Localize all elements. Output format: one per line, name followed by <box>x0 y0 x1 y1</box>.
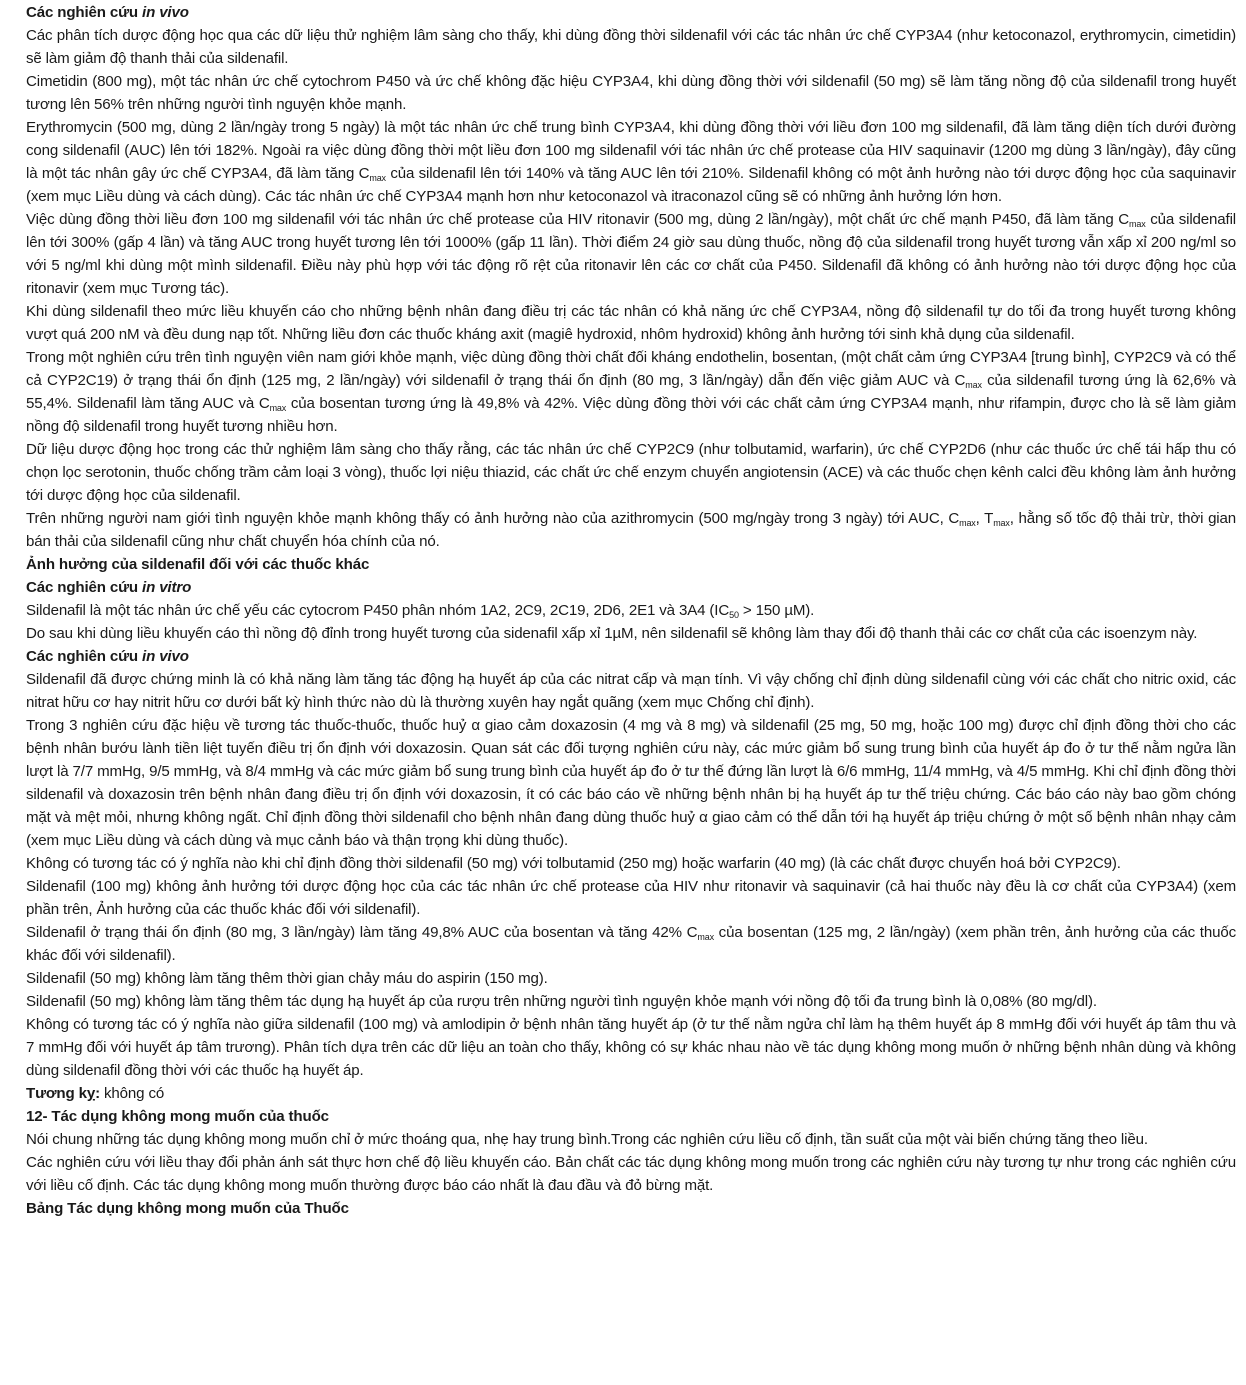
section-heading-in-vivo-1: Các nghiên cứu in vivo <box>26 4 189 21</box>
table-heading-adverse-effects: Bảng Tác dụng không mong muốn của Thuốc <box>26 1200 349 1217</box>
paragraph-bosentan-auc: Sildenafil ở trạng thái ổn định (80 mg, 3 lần/ngày) làm tăng 49,8% AUC của bosentan và tăng 42% $C_{max}$ của bosentan (125 mg, 2 lần/ngày) (xem phần trên, ảnh hưởng của các thuốc khác đối với sildenafil). <box>26 924 1236 964</box>
paragraph-azithromycin: Trên những người nam giới tình nguyện khỏe mạnh không thấy có ảnh hưởng nào của azithromycin (500 mg/ngày trong 3 ngày) tới AUC, $C_{max}$, $T_{max}$, hằng số tốc độ thải trừ, thời gian bán thải của sildenafil cũng như chất chuyển hóa chính của nó. <box>26 510 1237 550</box>
paragraph-alcohol: Sildenafil (50 mg) không làm tăng thêm tác dụng hạ huyết áp của rượu trên những người tình nguyện khỏe mạnh với nồng độ tối đa trung bình là 0,08% (80 mg/dl). <box>26 993 1097 1010</box>
section-heading-effects-on-other-drugs: Ảnh hưởng của sildenafil đối với các thuốc khác <box>26 556 370 573</box>
paragraph-aspirin: Sildenafil (50 mg) không làm tăng thêm thời gian chảy máu do aspirin (150 mg). <box>26 970 548 987</box>
paragraph-recommended-dose: Khi dùng sildenafil theo mức liều khuyến cáo cho những bệnh nhân đang điều trị các tác nhân có khả năng ức chế CYP3A4, nồng độ sildenafil tự do tối đa trong huyết tương không vượt quá 200 nM và đều dung nạp tốt. Những liều đơn các thuốc kháng axit (magiê hydroxid, nhôm hydroxid) không ảnh hưởng tới sinh khả dụng của sildenafil. <box>26 303 1236 343</box>
paragraph-cimetidin: Cimetidin (800 mg), một tác nhân ức chế cytochrom P450 và ức chế không đặc hiệu CYP3A4, khi dùng đồng thời với sildenafil (50 mg) sẽ làm tăng nồng độ của sildenafil trong huyết tương lên 56% trên những người tình nguyện khỏe mạnh. <box>26 73 1236 113</box>
paragraph-cyp2c9-inhibitors: Dữ liệu dược động học trong các thử nghiệm lâm sàng cho thấy rằng, các tác nhân ức chế CYP2C9 (như tolbutamid, warfarin), ức chế CYP2D6 (như các thuốc ức chế tái hấp thu có chọn lọc serotonin, thuốc chống trầm cảm loại 3 vòng), thuốc lợi niệu thiazid, các chất ức chế enzym chuyển angiotensin (ACE) và các thuốc chẹn kênh calci đều không làm ảnh hưởng tới dược động học của sildenafil. <box>26 441 1236 504</box>
paragraph-tolbutamid-warfarin: Không có tương tác có ý nghĩa nào khi chỉ định đồng thời sildenafil (50 mg) với tolbutamid (250 mg) hoặc warfarin (40 mg) (là các chất được chuyển hoá bởi CYP2C9). <box>26 855 1121 872</box>
incompatibility-label: Tương kỵ: <box>26 1085 100 1102</box>
paragraph-protease-inhibitors: Sildenafil (100 mg) không ảnh hưởng tới dược động học của các tác nhân ức chế protease của HIV như ritonavir và saquinavir (cả hai thuốc này đều là cơ chất của CYP3A4) (xem phần trên, Ảnh hưởng của các thuốc khác đối với sildenafil). <box>26 878 1236 918</box>
incompatibility-line: Tương kỵ: không có <box>26 1085 165 1102</box>
paragraph-erythromycin: Erythromycin (500 mg, dùng 2 lần/ngày trong 5 ngày) là một tác nhân ức chế trung bình CYP3A4, khi dùng đồng thời với liều đơn 100 mg sildenafil, đã làm tăng diện tích dưới đường cong sildenafil (AUC) lên tới 182%. Ngoài ra việc dùng đồng thời một liều đơn 100 mg sildenafil với tác nhân ức chế protease của HIV saquinavir (1200 mg dùng 3 lần/ngày), đây cũng là một tác nhân gây ức chế CYP3A4, đã làm tăng $C_{max}$ của sildenafil lên tới 140% và tăng AUC lên tới 210%. Sildenafil không có một ảnh hưởng nào tới dược động học của saquinavir (xem mục Liều dùng và cách dùng). Các tác nhân ức chế CYP3A4 mạnh hơn như ketoconazol và itraconazol cũng sẽ có những ảnh hưởng lớn hơn. <box>26 119 1236 205</box>
paragraph-ritonavir: Việc dùng đồng thời liều đơn 100 mg sildenafil với tác nhân ức chế protease của HIV ritonavir (500 mg, dùng 2 lần/ngày), một chất ức chế mạnh P450, đã làm tăng $C_{max}$ của sildenafil lên tới 300% (gấp 4 lần) và tăng AUC trong huyết tương lên tới 1000% (gấp 11 lần). Thời điểm 24 giờ sau dùng thuốc, nồng độ của sildenafil trong huyết tương vẫn xấp xỉ 200 ng/ml so với 5 ng/ml khi dùng một mình sildenafil. Điều này phù hợp với tác động rõ rệt của ritonavir lên các cơ chất của P450. Sildenafil đã không có ảnh hưởng nào tới dược động học của ritonavir (xem mục Tương tác). <box>26 211 1236 297</box>
paragraph-adverse-general: Nói chung những tác dụng không mong muốn chỉ ở mức thoáng qua, nhẹ hay trung bình.Trong các nghiên cứu liều cố định, tần suất của một vài biến chứng tăng theo liều. <box>26 1131 1148 1148</box>
paragraph-cytochrome-p450: Sildenafil là một tác nhân ức chế yếu các cytocrom P450 phân nhóm 1A2, 2C9, 2C19, 2D6, 2E1 và 3A4 ($IC_{50} > 150$ µM). <box>26 602 815 620</box>
paragraph-cyp3a4-inhibitors: Các phân tích dược động học qua các dữ liệu thử nghiệm lâm sàng cho thấy, khi dùng đồng thời sildenafil với các tác nhân ức chế CYP3A4 (như ketoconazol, erythromycin, cimetidin) sẽ làm giảm độ thanh thải của sildenafil. <box>26 27 1236 67</box>
section-heading-in-vitro: Các nghiên cứu in vitro <box>26 579 192 596</box>
paragraph-nitrates: Sildenafil đã được chứng minh là có khả năng làm tăng tác động hạ huyết áp của các nitrat cấp và mạn tính. Vì vậy chống chỉ định dùng sildenafil cùng với các chất cho nitric oxid, các nitrat hữu cơ hay nitrit hữu cơ dưới bất kỳ hình thức nào dù là thường xuyên hay ngắt quãng (xem mục Chống chỉ định). <box>26 671 1236 711</box>
paragraph-peak-concentration: Do sau khi dùng liều khuyến cáo thì nồng độ đỉnh trong huyết tương của sidenafil xấp xỉ 1µM, nên sildenafil sẽ không làm thay đổi độ thanh thải các cơ chất của các isoenzym này. <box>26 625 1198 642</box>
section-heading-adverse-effects: 12- Tác dụng không mong muốn của thuốc <box>26 1108 329 1125</box>
paragraph-amlodipin: Không có tương tác có ý nghĩa nào giữa sildenafil (100 mg) và amlodipin ở bệnh nhân tăng huyết áp (ở tư thế nằm ngửa chỉ làm hạ thêm huyết áp 8 mmHg đối với huyết áp tâm thu và 7 mmHg đối với huyết áp tâm trương). Phân tích dựa trên các dữ liệu an toàn cho thấy, không có sự khác nhau nào về tác dụng không mong muốn ở những bệnh nhân dùng và không dùng sildenafil đồng thời với các thuốc hạ huyết áp. <box>26 1016 1236 1079</box>
section-heading-in-vivo-2: Các nghiên cứu in vivo <box>26 648 189 665</box>
paragraph-doxazosin: Trong 3 nghiên cứu đặc hiệu về tương tác thuốc-thuốc, thuốc huỷ α giao cảm doxazosin (4 mg và 8 mg) và sildenafil (25 mg, 50 mg, hoặc 100 mg) được chỉ định đồng thời cho các bệnh nhân bướu lành tiền liệt tuyến điều trị ổn định với doxazosin. Quan sát các đối tượng nghiên cứu này, các mức giảm bổ sung trung bình của huyết áp đo ở tư thế nằm ngửa lần lượt là 7/7 mmHg, 9/5 mmHg, và 8/4 mmHg và các mức giảm bổ sung trung bình của huyết áp đo ở tư thế đứng lần lượt là 6/6 mmHg, 11/4 mmHg, và 4/5 mmHg. Khi chỉ định đồng thời sildenafil và doxazosin trên bệnh nhân đang điều trị ổn định với doxazosin, ít có các báo cáo về những bệnh nhân bị hạ huyết áp tư thế triệu chứng. Các báo cáo này bao gồm chóng mặt và mệt mỏi, nhưng không ngất. Chỉ định đồng thời sildenafil cho bệnh nhân đang dùng thuốc huỷ α giao cảm có thể dẫn tới hạ huyết áp triệu chứng ở một số bệnh nhân nhạy cảm (xem mục Liều dùng và cách dùng và mục cảnh báo và thận trọng khi dùng thuốc). <box>26 717 1236 849</box>
paragraph-adverse-variable-dose: Các nghiên cứu với liều thay đổi phản ánh sát thực hơn chế độ liều khuyến cáo. Bản chất các tác dụng không mong muốn trong các nghiên cứu này tương tự như trong các nghiên cứu với liều cố định. Các tác dụng không mong muốn thường được báo cáo nhất là đau đầu và đỏ bừng mặt. <box>26 1154 1236 1194</box>
paragraph-bosentan: Trong một nghiên cứu trên tình nguyện viên nam giới khỏe mạnh, việc dùng đồng thời chất đối kháng endothelin, bosentan, (một chất cảm ứng CYP3A4 [trung bình], CYP2C9 và có thể cả CYP2C19) ở trạng thái ổn định (125 mg, 2 lần/ngày) với sildenafil ở trạng thái ổn định (80 mg, 3 lần/ngày) dẫn đến việc giảm AUC và $C_{max}$ của sildenafil tương ứng là 62,6% và 55,4%. Sildenafil làm tăng AUC và $C_{max}$ của bosentan tương ứng là 49,8% và 42%. Việc dùng đồng thời với các chất cảm ứng CYP3A4 mạnh, như rifampin, được cho là sẽ làm giảm nồng độ sildenafil trong huyết tương nhiều hơn. <box>26 349 1236 435</box>
